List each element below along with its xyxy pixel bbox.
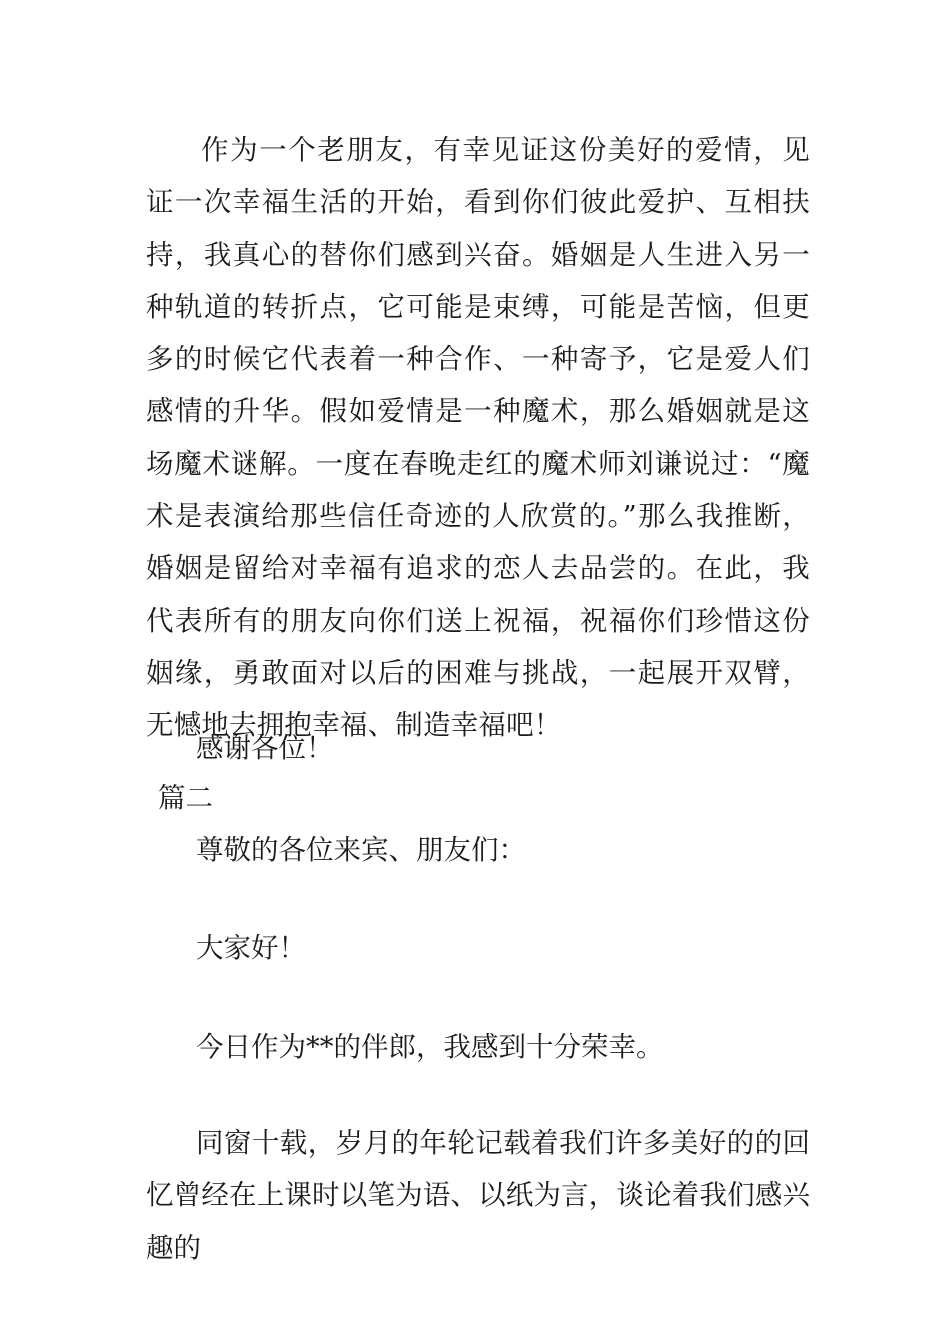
thanks-line: 感谢各位！ xyxy=(196,732,334,764)
intro-line: 今日作为**的伴郎，我感到十分荣幸。 xyxy=(196,1031,664,1063)
section-heading: 篇二 xyxy=(158,782,213,814)
body-paragraph-2: 同窗十载，岁月的年轮记载着我们许多美好的的回忆曾经在上课时以笔为语、以纸为言，谈论着我们感兴趣的 xyxy=(146,1127,810,1264)
hello-line: 大家好！ xyxy=(196,932,306,964)
greeting-line: 尊敬的各位来宾、朋友们： xyxy=(196,834,526,866)
body-paragraph-1: 作为一个老朋友，有幸见证这份美好的爱情，见证一次幸福生活的开始，看到你们彼此爱护、互相扶持，我真心的替你们感到兴奋。婚姻是人生进入另一种轨道的转折点，它可能是束缚，可能是苦恼，但更多的时候它代表着一种合作、一种寄予，它是爱人们感情的升华。假如爱情是一种魔术，那么婚姻就是这场魔术谜解。一度在春晚走红的魔术师刘谦说过：“魔术是表演给那些信任奇迹的人欣赏的。”那么我推断，婚姻是留给对幸福有追求的恋人去品尝的。在此，我代表所有的朋友向你们送上祝福，祝福你们珍惜这份姻缘，勇敢面对以后的困难与挑战，一起展开双臂，无憾地去拥抱幸福、制造幸福吧！ xyxy=(146,134,810,742)
